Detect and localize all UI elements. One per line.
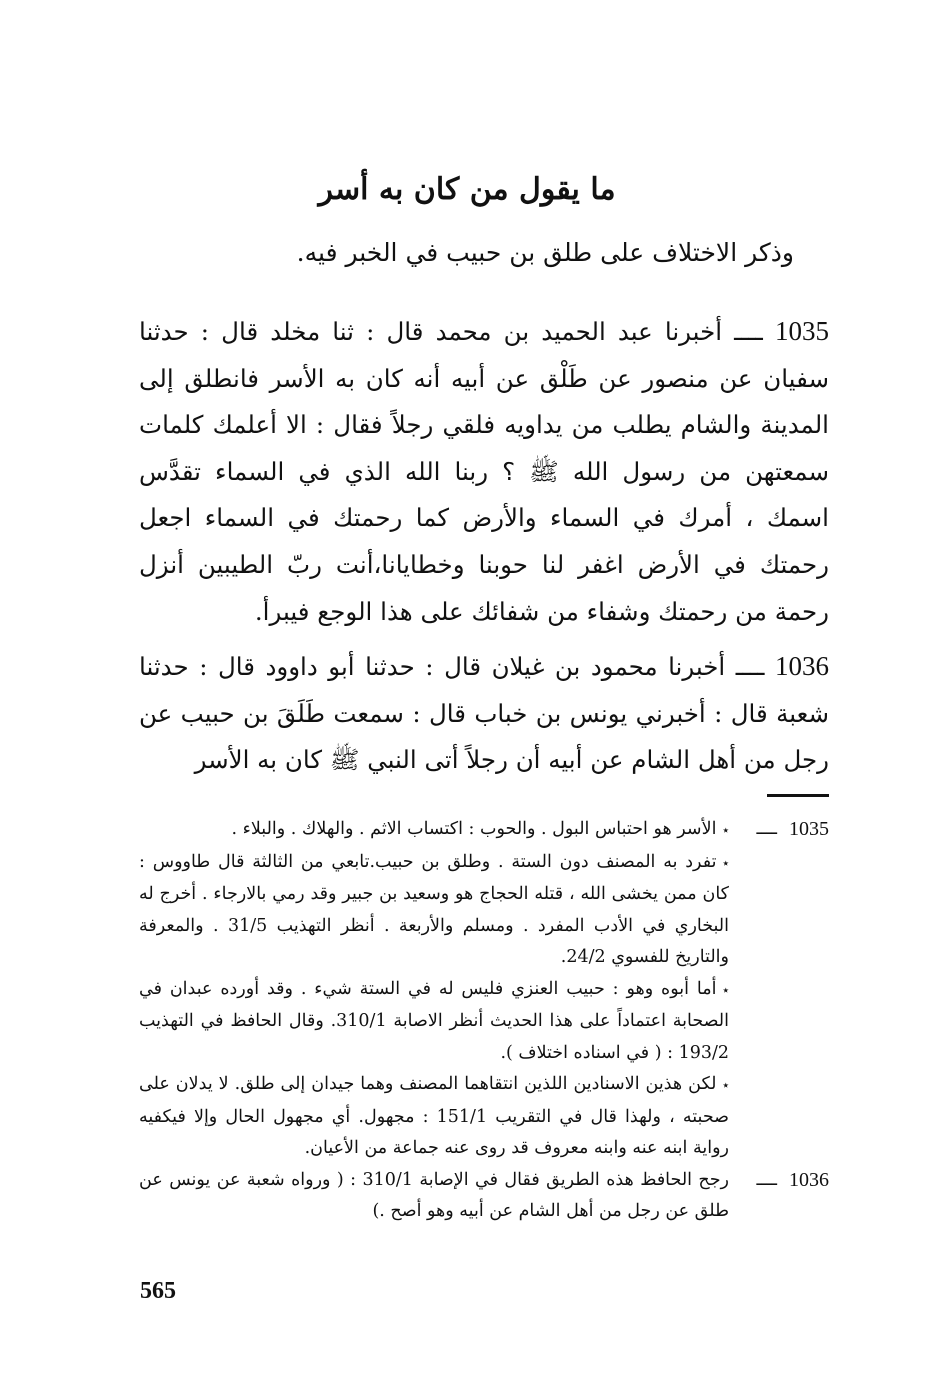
footnote-dash: ــــ — [756, 819, 777, 839]
hadith-number: 1035 — [775, 316, 829, 346]
footnote-group-1035 — [139, 814, 829, 1165]
footnote-dash: ــــ — [756, 1169, 777, 1190]
hadith-number: 1036 — [775, 651, 829, 681]
footnote-item: رجح الحافظ هذه الطريق فقال في الإصابة 310/1 : ( ورواه شعبة عن يونس عن طلق عن رجل من أهل الشام عن أبيه وهو أصح .) — [139, 1169, 729, 1221]
asterisk-icon: ٭ — [722, 855, 729, 870]
asterisk-icon: ٭ — [722, 982, 729, 997]
footnote-item: ٭أما أبوه وهو : حبيب العنزي فليس له في الستة شيء . وقد أورده عبدان في الصحابة اعتماداً على هذا الحديث أنظر الاصابة 310/1. وقال الحافظ في التهذيب 193/2 : ( في اسناده اختلاف ). — [139, 978, 729, 1063]
chapter-subtitle: وذكر الاختلاف على طلق بن حبيب في الخبر فيه. — [296, 238, 794, 267]
footnote-number: 1036 — [789, 1168, 829, 1191]
footnote-number: 1035 — [789, 818, 829, 840]
footnote-group-1036 — [139, 1165, 829, 1228]
page-number: 565 — [140, 1278, 176, 1304]
hadith-text: أخبرنا محمود بن غيلان قال : حدثنا أبو داوود قال : حدثنا شعبة قال : أخبرني يونس بن خباب قال : سمعت طَلَقَ بن حبيب عن رجل من أهل الشام عن أبيه أن رجلاً أتى النبي ﷺ كان به الأسر — [139, 652, 829, 775]
hadith-text: أخبرنا عبد الحميد بن محمد قال : ثنا مخلد قال : حدثنا سفيان عن منصور عن طَلْق عن أبيه أنه كان به الأسر فانطلق إلى المدينة والشام يطلب من يداويه فلقي رجلاً فقال : الا أعلمك كلمات سمعتهن من رسول الله ﷺ ؟ ربنا الله الذي في السماء تقدَّس اسمك ، أمرك في السماء والأرض كما رحمتك في السماء اجعل رحمتك في الأرض اغفر لنا حوبنا وخطايانا،أنت ربّ الطيبين أنزل رحمة من رحمتك وشفاء من شفائك على هذا الوجع فيبرأ. — [139, 317, 830, 626]
footnote-item: ٭الأسر هو احتباس البول . والحوب : اكتساب الاثم . والهلاك . والبلاء . — [231, 819, 729, 839]
hadith-1035 — [139, 308, 829, 635]
hadith-1036 — [139, 643, 829, 784]
asterisk-icon: ٭ — [722, 823, 729, 837]
hadith-dash: ــــ — [725, 652, 765, 681]
footnote-item: ٭تفرد به المصنف دون الستة . وطلق بن حبيب.تابعي من الثالثة قال طاووس : كان ممن يخشى الله ، قتله الحجاج هو وسعيد بن جبير وقد رمي بالارجاء . أخرج له البخاري في الأدب المفرد . ومسلم والأربعة . أنظر التهذيب 31/5 . والمعرفة والتاريخ للفسوي 24/2. — [139, 851, 730, 967]
chapter-title: ما يقول من كان به أسر — [318, 172, 616, 207]
footnote-item: ٭لكن هذين الاسنادين اللذين انتقاهما المصنف وهما جيدان إلى طلق. لا يدلان على صحبته ، ولهذا قال في التقريب 151/1 : مجهول. أي مجهول الحال وإلا فيكفيه رواية ابنه عنه وابنه معروف قد روى عنه جماعة من الأعيان. — [139, 1074, 729, 1158]
footnotes — [139, 814, 829, 1228]
hadith-dash: ــــ — [722, 317, 763, 346]
footnote-separator — [767, 794, 829, 797]
asterisk-icon: ٭ — [722, 1078, 729, 1092]
